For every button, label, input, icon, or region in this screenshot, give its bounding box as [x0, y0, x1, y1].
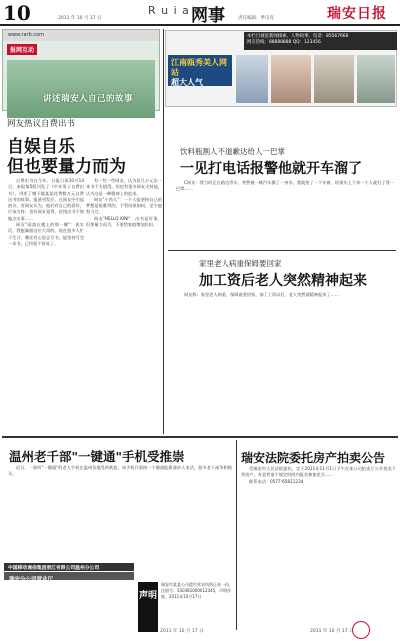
promo-photo	[357, 55, 395, 103]
promo-photo	[236, 55, 268, 103]
section-rule	[2, 436, 398, 438]
ad-title: 瑞安分公司营业厅	[9, 577, 54, 583]
page-number: 10	[3, 1, 31, 25]
interaction-box	[2, 29, 160, 111]
official-seal	[352, 621, 370, 639]
section-pinyin: R u i a n	[148, 4, 203, 17]
column-divider	[163, 29, 164, 434]
auction-body	[241, 466, 396, 616]
website-url[interactable]: www.rarb.com	[8, 32, 45, 38]
article4-body	[8, 465, 232, 557]
statement-label: 声明	[138, 582, 158, 632]
masthead	[0, 0, 400, 26]
article1-headline-2: 但也要量力而为	[7, 157, 126, 177]
banner-image	[7, 60, 155, 118]
article1-column-2	[86, 178, 162, 434]
info-line: 本栏目诚征新闻线索、人物故事，电话：85567666	[247, 34, 349, 39]
masthead-editor: 责任编辑：季宗育	[238, 16, 274, 21]
paragraph: 自费出书在今年、日报日讯10月14日，本报第5版刊发了《中年男子自费出书》，讲述了塘下镇某某花费数万元自费出书的故事。报道刊发后，在网友中引起热议。有网友认为，他们有自己的爱好，应该支持；也有网友觉得，花钱出书不如做点实事……	[8, 178, 84, 221]
paper-logo: 瑞安日报	[327, 6, 387, 22]
auction-headline: 瑞安法院委托房产拍卖公告	[241, 451, 386, 465]
paragraph: 有一些一些网友，认为花几万元出一本书不太值得。但也有很多网友支持他，认为这是一种精神上的追求。	[86, 178, 162, 196]
article1-column-1	[8, 178, 84, 434]
brand-line: 超大人气	[171, 78, 203, 87]
paragraph: 受瑞安市人民法院委托，定于2011年11月1日下午在本公司拍卖厅公开拍卖下列房产，有意者请于规定时间内报名参加竞买……	[241, 466, 396, 478]
article3-body	[176, 292, 394, 432]
article2-kicker: 饮料瓶割人不道歉达给人一巴掌	[180, 147, 285, 156]
paragraph: 网友"雨落在楼上的那一颗"：说实话，我挺佩服这位大哥的。现在很多人忙于生计，哪还有心思去写书，能坚持写完一本书，已经很不容易了。	[8, 222, 84, 246]
info-line: 网友热线：88888888 QQ：123456	[247, 40, 321, 45]
paragraph: 近日，一款叫"一键通"的老人手机在温州各地受到欢迎，该手机只需按一个键就能拨通亲人电话，很多老干部争相购买。	[8, 465, 232, 477]
masthead-date: 2011 年 10 月 17 日	[58, 16, 102, 21]
footer-date: 2011 年 10 月 17 日	[160, 629, 204, 634]
promo-photo	[314, 55, 354, 103]
article2-body	[176, 180, 394, 248]
auction-date: 2011 年 10 月 17 日	[310, 629, 354, 634]
article1-kicker: 网友热议自费出书	[7, 119, 76, 129]
promo-box	[165, 30, 397, 107]
ad-body	[8, 584, 134, 624]
paragraph: 网友"小鱼儿"：一个人能坚持自己的梦想是很难得的，不管结果如何，至少他努力过。	[86, 196, 162, 215]
article3-headline: 加工资后老人突然精神起来	[199, 273, 367, 289]
info-text	[247, 34, 395, 46]
statement-text: 瑞安市某某公司遗失营业执照正本一份，注册号：330381000012345，声明作废。2011年10月17日	[161, 582, 233, 599]
ad-band	[4, 563, 134, 571]
article1-headline-1: 自娱自乐	[7, 137, 75, 157]
brand-block	[168, 55, 232, 86]
paragraph: 网友称：家里老人病重，保姆说要回家，加了工资以后，老人突然就精神起来了……	[184, 292, 339, 297]
paragraph: C网友：我当时正在路边等车，突然被一辆汽车溅了一身水，我就拍了一下车窗，结果车上下来一个人就打了我一巴掌……	[176, 180, 394, 192]
slogan: 讲述瑞安人自己的故事	[43, 94, 134, 104]
brand-line: 江南瓯秀美人网站	[171, 58, 227, 77]
promo-photo	[271, 55, 311, 103]
ad-band-text: 中国移动通信集团浙江有限公司温州分公司	[8, 566, 100, 571]
article4-headline: 温州老千部"一键通"手机受推崇	[9, 449, 185, 464]
section-tag: 报网互动	[7, 44, 37, 55]
section-rule	[168, 250, 396, 251]
article2-headline: 一见打电话报警他就开车溜了	[180, 161, 362, 177]
section-title: 网事	[191, 6, 225, 26]
paragraph: 网友"HELLO KINI"：出书是好事，但要量力而为，不要给家庭增加负担。	[86, 215, 162, 228]
column-divider	[236, 440, 237, 630]
article3-kicker: 家里老人病重保姆要回家	[199, 259, 282, 268]
paragraph: 联系电话：0577-65811234	[249, 478, 304, 484]
